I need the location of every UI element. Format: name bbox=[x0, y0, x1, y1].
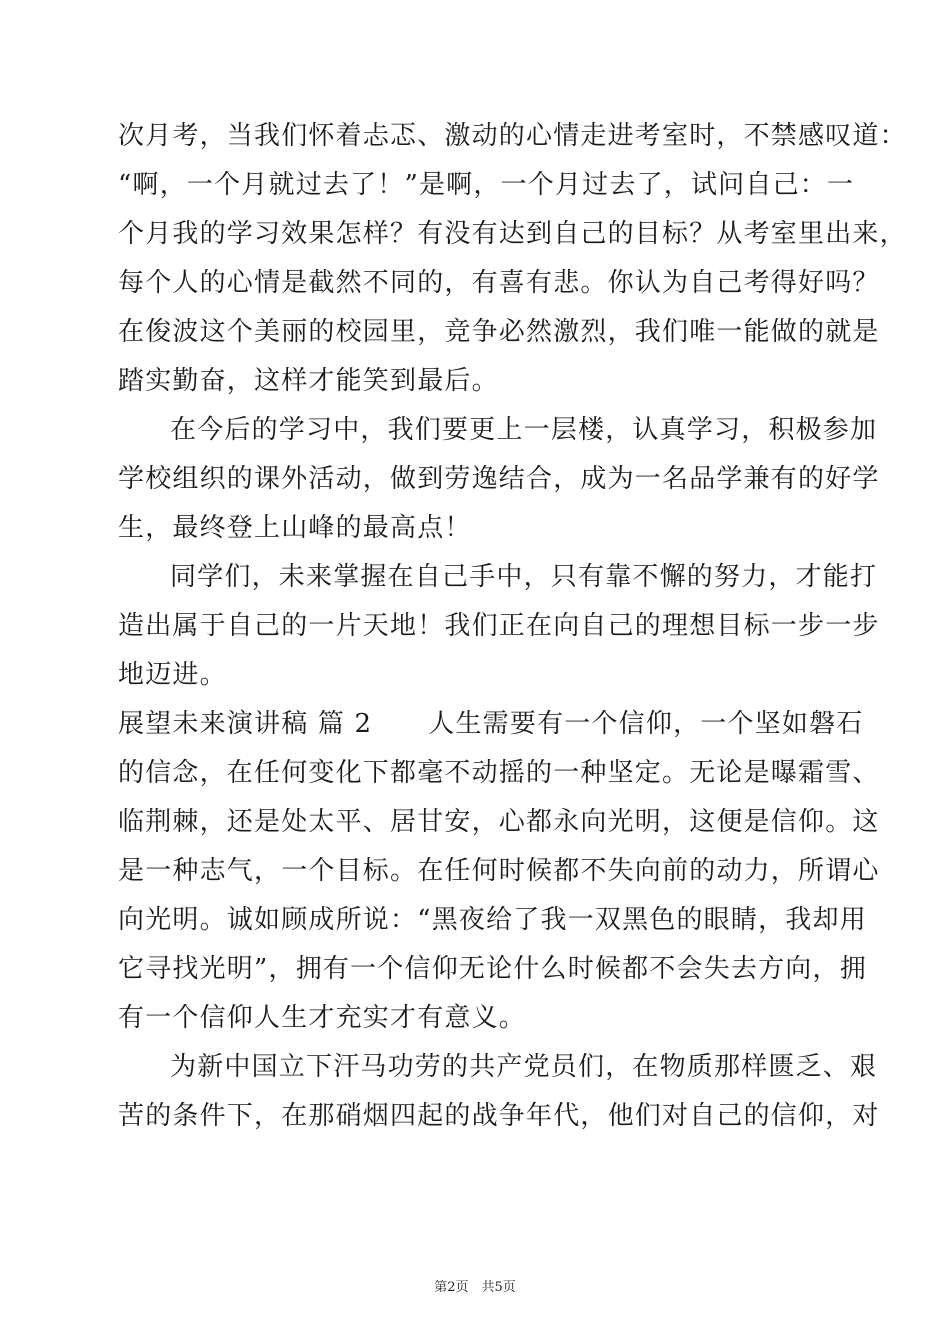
text-line: 的信念，在任何变化下都毫不动摇的一种坚定。无论是曝霜雪、 bbox=[118, 758, 880, 788]
text-line: 在俊波这个美丽的校园里，竞争必然激烈，我们唯一能做的就是 bbox=[118, 317, 880, 347]
text-line: 是一种志气，一个目标。在任何时候都不失向前的动力，所谓心 bbox=[118, 856, 880, 886]
text-line: 临荆棘，还是处太平、居甘安，心都永向光明，这便是信仰。这 bbox=[118, 807, 880, 837]
text-line: 苦的条件下，在那硝烟四起的战争年代，他们对自己的信仰，对 bbox=[118, 1101, 880, 1131]
text-line: 踏实勤奋，这样才能笑到最后。 bbox=[118, 366, 499, 396]
heading-line bbox=[118, 700, 864, 749]
text-line: 向光明。诚如顾成所说：“黑夜给了我一双黑色的眼睛，我却用 bbox=[118, 905, 867, 935]
text-line: 学校组织的课外活动，做到劳逸结合，成为一名品学兼有的好学 bbox=[118, 464, 880, 494]
text-line: 有一个信仰人生才充实才有意义。 bbox=[118, 1003, 527, 1033]
text-line: 为新中国立下汗马功劳的共产党员们，在物质那样匮乏、艰 bbox=[170, 1052, 878, 1082]
text-line: “啊，一个月就过去了！”是啊，一个月过去了，试问自己：一 bbox=[118, 170, 855, 200]
document-body bbox=[118, 112, 907, 1141]
text-line: 同学们，未来掌握在自己手中，只有靠不懈的努力，才能打 bbox=[170, 562, 878, 592]
text-line: 每个人的心情是截然不同的，有喜有悲。你认为自己考得好吗？ bbox=[118, 268, 880, 298]
text-line: 人生需要有一个信仰，一个坚如磐石 bbox=[428, 709, 864, 739]
page-number: 第2页 共5页 bbox=[434, 1280, 516, 1295]
text-line: 在今后的学习中，我们要更上一层楼，认真学习，积极参加 bbox=[170, 415, 878, 445]
text-line: 它寻找光明”，拥有一个信仰无论什么时候都不会失去方向，拥 bbox=[118, 954, 867, 984]
section-heading: 展望未来演讲稿 篇 2 bbox=[118, 709, 373, 739]
text-line: 造出属于自己的一片天地！我们正在向自己的理想目标一步一步 bbox=[118, 611, 880, 641]
text-line: 地迈进。 bbox=[118, 660, 227, 690]
text-line: 个月我的学习效果怎样？有没有达到自己的目标？从考室里出来， bbox=[118, 219, 907, 249]
text-line: 次月考，当我们怀着忐忑、激动的心情走进考室时，不禁感叹道： bbox=[118, 121, 907, 151]
text-line: 生，最终登上山峰的最高点！ bbox=[118, 513, 472, 543]
